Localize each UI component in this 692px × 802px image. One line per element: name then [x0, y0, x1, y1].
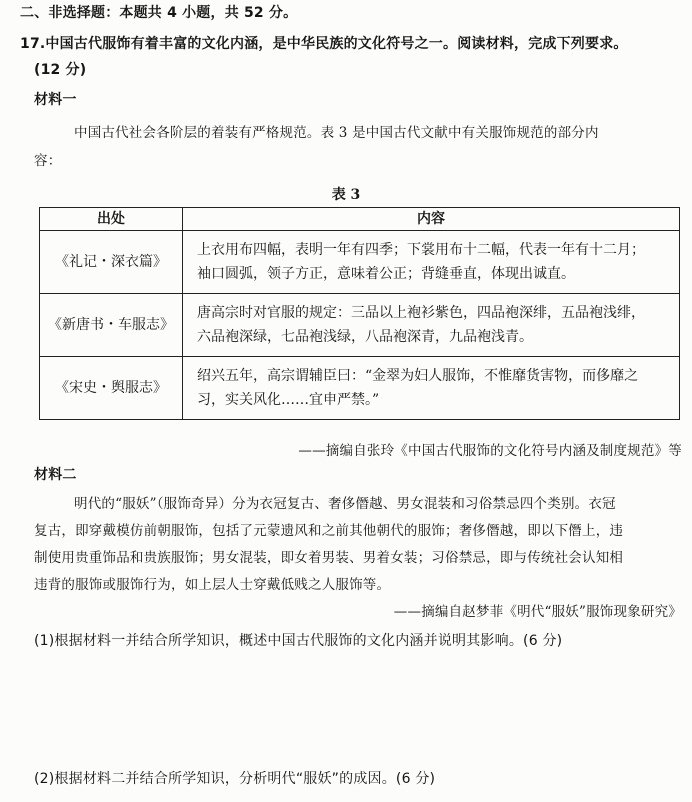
- material2-line: 复古，即穿戴模仿前朝服饰，包括了元蒙遗风和之前其他朝代的服饰；奢侈僭越，即以下僭上，违: [34, 523, 624, 539]
- material1-citation: ——摘编自张玲《中国古代服饰的文化符号内涵及制度规范》等: [298, 443, 682, 459]
- content-line: 袖口圆弧，领子方正，意味着公正；背缝垂直，体现出诚直。: [197, 266, 575, 282]
- question-number: 17.: [20, 36, 46, 52]
- content-line: 六品袍深绿，七品袍浅绿，八品袍深青，九品袍浅青。: [197, 329, 533, 345]
- question-score: (12 分): [34, 62, 87, 78]
- table-row: [40, 294, 680, 357]
- table-cell-source: 《礼记・深衣篇》: [40, 231, 183, 294]
- material2-heading: 材料二: [34, 467, 77, 483]
- table-cell-content: [183, 231, 680, 294]
- table-cell-source: 《宋史・舆服志》: [40, 357, 183, 420]
- table-header-content: 内容: [183, 208, 680, 231]
- material2-citation: ——摘编自赵梦菲《明代“服妖”服饰现象研究》: [393, 604, 682, 620]
- regulation-table: [39, 207, 680, 420]
- subquestion-2: (2)根据材料二并结合所学知识，分析明代“服妖”的成因。(6 分): [34, 771, 436, 787]
- table-header-row: [40, 208, 680, 231]
- question-prompt: 中国古代服饰有着丰富的文化内涵，是中华民族的文化符号之一。阅读材料，完成下列要求。: [45, 36, 628, 52]
- material2-line: 制使用贵重饰品和贵族服饰；男女混装，即女着男装、男着女装；习俗禁忌，即与传统社会认知相: [34, 550, 624, 566]
- table-cell-content: [183, 357, 680, 420]
- table-title: 表 3: [331, 187, 361, 203]
- subquestion-1: (1)根据材料一并结合所学知识，概述中国古代服饰的文化内涵并说明其影响。(6 分): [34, 633, 563, 649]
- table-header-source: 出处: [40, 208, 183, 231]
- table-cell-source: 《新唐书・车服志》: [40, 294, 183, 357]
- content-line: 绍兴五年，高宗谓辅臣曰：“金翠为妇人服饰，不惟靡货害物，而侈靡之: [197, 368, 639, 384]
- table-row: [40, 357, 680, 420]
- material1-intro-line2: 容：: [34, 153, 62, 169]
- material1-intro-line1: 中国古代社会各阶层的着装有严格规范。表 3 是中国古代文献中有关服饰规范的部分内: [74, 125, 599, 141]
- table-row: [40, 231, 680, 294]
- material1-heading: 材料一: [34, 92, 77, 108]
- section-header: 二、非选择题：本题共 4 小题，共 52 分。: [20, 5, 298, 21]
- content-line: 唐高宗时对官服的规定：三品以上袍衫紫色，四品袍深绯，五品袍浅绯，: [197, 305, 645, 321]
- table-cell-content: [183, 294, 680, 357]
- material2-line: 明代的“服妖”（服饰奇异）分为衣冠复古、奢侈僭越、男女混装和习俗禁忌四个类别。衣冠: [74, 496, 616, 512]
- content-line: 习，实关风化……宜申严禁。”: [197, 392, 380, 408]
- content-line: 上衣用布四幅，表明一年有四季；下裳用布十二幅，代表一年有十二月；: [197, 242, 645, 258]
- question-line: [20, 35, 628, 53]
- material2-line: 违背的服饰或服饰行为，如上层人士穿戴低贱之人服饰等。: [34, 577, 391, 593]
